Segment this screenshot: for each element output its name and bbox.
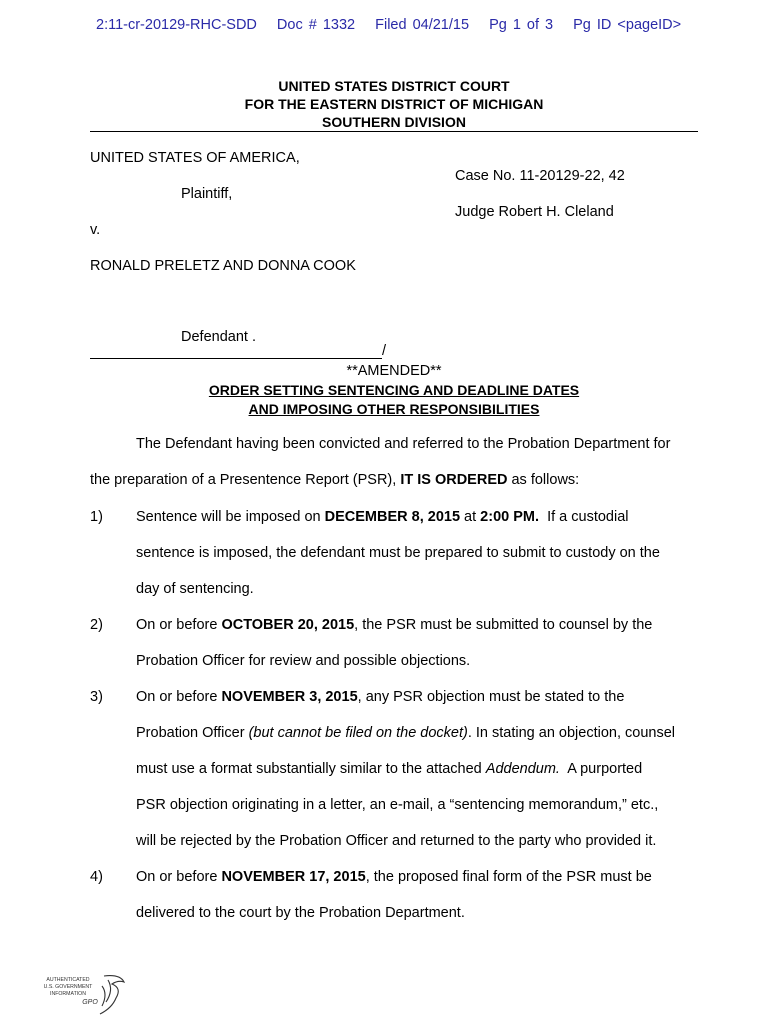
court-division: SOUTHERN DIVISION bbox=[322, 114, 466, 130]
item-3-line1: On or before NOVEMBER 3, 2015, any PSR objection must be stated to the bbox=[136, 689, 625, 705]
header-filed-date: Filed 04/21/15 bbox=[375, 17, 470, 33]
seal-line-1: AUTHENTICATED bbox=[46, 977, 90, 983]
header-case-number: 2:11-cr-20129-RHC-SDD bbox=[96, 17, 257, 33]
item-2-number: 2) bbox=[90, 617, 103, 633]
objection-deadline: NOVEMBER 3, 2015 bbox=[221, 689, 358, 705]
item-1-line3: day of sentencing. bbox=[136, 581, 254, 597]
item-4-line1: On or before NOVEMBER 17, 2015, the proposed final form of the PSR must be bbox=[136, 869, 652, 885]
item-3-line2: Probation Officer (but cannot be filed on the docket). In stating an objection, counsel bbox=[136, 725, 676, 741]
seal-line-2: U.S. GOVERNMENT bbox=[43, 984, 93, 990]
caption-slash: / bbox=[382, 343, 387, 359]
item-1-line2: sentence is imposed, the defendant must be prepared to submit to custody on the bbox=[136, 545, 660, 561]
caption-signature-line bbox=[90, 358, 382, 359]
sentencing-time: 2:00 PM. bbox=[480, 509, 540, 525]
seal-line-3: INFORMATION bbox=[50, 991, 86, 997]
defendant-role: Defendant . bbox=[181, 329, 256, 345]
item-3-line3: must use a format substantially similar to the attached Addendum. A purported bbox=[136, 761, 643, 777]
judge-name: Judge Robert H. Cleland bbox=[455, 204, 614, 220]
case-number: Case No. 11-20129-22, 42 bbox=[455, 168, 625, 184]
sentencing-date: DECEMBER 8, 2015 bbox=[324, 509, 461, 525]
order-title-line1: ORDER SETTING SENTENCING AND DEADLINE DATES bbox=[208, 382, 580, 398]
item-1-number: 1) bbox=[90, 509, 103, 525]
item-4-line2: delivered to the court by the Probation Department. bbox=[136, 905, 465, 921]
item-3-line5: will be rejected by the Probation Officer and returned to the party who provided it. bbox=[136, 833, 657, 849]
item-4-number: 4) bbox=[90, 869, 103, 885]
item-1-line1: Sentence will be imposed on DECEMBER 8, 2015 at 2:00 PM. If a custodial bbox=[136, 509, 629, 525]
item-2-line2: Probation Officer for review and possible objections. bbox=[136, 653, 471, 669]
item-2-line1: On or before OCTOBER 20, 2015, the PSR must be submitted to counsel by the bbox=[136, 617, 653, 633]
addendum-reference: Addendum. bbox=[485, 761, 560, 777]
eagle-icon bbox=[100, 976, 124, 1014]
item-3-number: 3) bbox=[90, 689, 103, 705]
it-is-ordered: IT IS ORDERED bbox=[400, 472, 508, 488]
plaintiff-role: Plaintiff, bbox=[181, 186, 233, 202]
court-name-line1: UNITED STATES DISTRICT COURT bbox=[278, 78, 510, 94]
versus: v. bbox=[90, 222, 101, 238]
docket-header-stamp bbox=[96, 17, 695, 33]
intro-line1: The Defendant having been convicted and referred to the Probation Department for bbox=[136, 436, 671, 452]
amended-label: **AMENDED** bbox=[346, 363, 442, 379]
header-doc-number: Doc # 1332 bbox=[276, 17, 356, 33]
seal-line-4: GPO bbox=[82, 999, 98, 1006]
plaintiff-name: UNITED STATES OF AMERICA, bbox=[90, 150, 300, 166]
docket-note: (but cannot be filed on the docket) bbox=[248, 725, 468, 741]
header-page-count: Pg 1 of 3 bbox=[489, 17, 554, 33]
final-psr-date: NOVEMBER 17, 2015 bbox=[221, 869, 366, 885]
gpo-authentication-seal bbox=[42, 972, 132, 1018]
psr-submission-date: OCTOBER 20, 2015 bbox=[221, 617, 355, 633]
header-page-id: Pg ID <pageID> bbox=[573, 17, 682, 33]
item-3-line4: PSR objection originating in a letter, an e-mail, a “sentencing memorandum,” etc., bbox=[136, 797, 659, 813]
court-name-line2: FOR THE EASTERN DISTRICT OF MICHIGAN bbox=[244, 96, 544, 112]
defendant-names: RONALD PRELETZ AND DONNA COOK bbox=[90, 258, 356, 274]
order-title-line2: AND IMPOSING OTHER RESPONSIBILITIES bbox=[248, 401, 540, 417]
caption-divider bbox=[90, 131, 698, 132]
intro-line2: the preparation of a Presentence Report (PSR), IT IS ORDERED as follows: bbox=[90, 472, 580, 488]
